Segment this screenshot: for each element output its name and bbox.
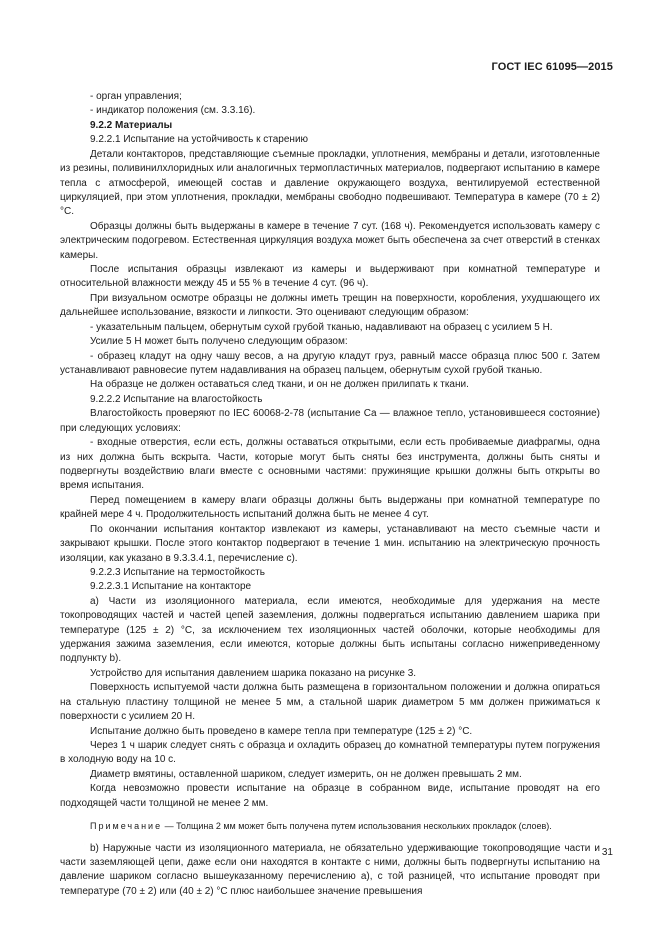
list-item: - указательным пальцем, обернутым сухой грубой тканью, надавливают на образец с усилием 5 Н. <box>90 321 553 333</box>
subsection-heading: 9.2.2.2 Испытание на влагостойкость <box>90 393 263 405</box>
paragraph: Усилие 5 Н может быть получено следующим образом: <box>90 336 348 348</box>
subsection-heading: 9.2.2.1 Испытание на устойчивость к старению <box>90 134 309 146</box>
list-item: - орган управления; <box>90 91 182 102</box>
paragraph: Диаметр вмятины, оставленной шариком, следует измерить, он не должен превышать 2 мм. <box>90 768 522 780</box>
paragraph: Детали контакторов, представляющие съемные прокладки, уплотнения, мембраны и детали, изготовленные из резины, поливинилхлоридных или аналогичных термопластичных материалов, подвергают испытанию в камере тепла с атмосферой, имеющей состав и давление окружающего воздуха, вентилируемой естественной циркуляцией, при этом уплотнения, прокладки, мембраны свободно подвешивают. Температура в камере (70 ± 2) °С. <box>60 148 600 218</box>
list-item: - индикатор положения (см. 3.3.16). <box>90 105 256 117</box>
paragraph: Образцы должны быть выдержаны в камере в течение 7 сут. (168 ч). Рекомендуется использовать камеру с электрическим подогревом. Естественная циркуляция воздуха может быть обеспечена за счет отверстий в стенках камеры. <box>60 220 600 261</box>
paragraph: По окончании испытания контактор извлекают из камеры, устанавливают на место съемные части и закрывают крышки. После этого контактор подвергают в течение 1 мин. испытанию на электрическую прочность изоляции, как указано в 9.3.3.4.1, перечисление с). <box>60 523 600 564</box>
paragraph: После испытания образцы извлекают из камеры и выдерживают при комнатной температуре и относительной влажности между 45 и 55 % в течение 4 сут. (96 ч). <box>60 264 600 290</box>
list-item: - образец кладут на одну чашу весов, а на другую кладут груз, равный массе образца плюс 500 г. Затем устанавливают равновесие путем надавливания на образец пальцем, обернутым сухой грубой тканью. <box>60 350 600 377</box>
paragraph: Через 1 ч шарик следует снять с образца и охладить образец до комнатной температуры путем погружения в холодную воду на 10 с. <box>60 739 600 766</box>
paragraph: Когда невозможно провести испытание на образце в собранном виде, испытание проводят на его подходящей части толщиной не менее 2 мм. <box>60 783 600 809</box>
paragraph: Поверхность испытуемой части должна быть размещена в горизонтальном положении и должна опираться на стальную пластину толщиной не менее 5 мм, а стальной шарик диаметром 5 мм должен прижиматься к поверхности с усилием 20 Н. <box>60 682 600 723</box>
subsection-heading: 9.2.2.3.1 Испытание на контакторе <box>90 581 252 593</box>
subsection-heading: 9.2.2.3 Испытание на термостойкость <box>90 566 265 578</box>
paragraph: На образце не должен оставаться след ткани, и он не должен прилипать к ткани. <box>90 379 469 391</box>
document-body <box>60 90 600 899</box>
page-number: 31 <box>601 847 613 858</box>
paragraph: Влагостойкость проверяют по IEC 60068-2-78 (испытание Са — влажное тепло, установившееся состояние) при следующих условиях: <box>60 408 600 434</box>
standard-header: ГОСТ IEC 61095—2015 <box>491 61 613 73</box>
note-text: — Толщина 2 мм может быть получена путем использования нескольких прокладок (слоев). <box>162 821 552 832</box>
paragraph: Устройство для испытания давлением шарика показано на рисунке 3. <box>90 667 417 679</box>
section-heading: 9.2.2 Материалы <box>90 119 173 131</box>
paragraph: b) Наружные части из изоляционного материала, не обязательно удерживающие токопроводящие части и части заземляющей цепи, даже если они находятся в контакте с ними, должны быть подвергнуты испытанию на давление шариком согласно вышеуказанному перечислению а), с той разницей, что испытание проводят при температуре (70 ± 2) или (40 ± 2) °С плюс наибольшее значение превышения <box>60 842 600 897</box>
note-label: Примечание <box>90 821 163 832</box>
paragraph: При визуальном осмотре образцы не должны иметь трещин на поверхности, коробления, ухудшающего их дальнейшее использование, вязкости и липкости. Это оценивают следующим образом: <box>60 292 600 319</box>
note <box>60 819 600 833</box>
list-item: - входные отверстия, если есть, должны оставаться открытыми, если есть пробиваемые диафрагмы, одна из них должна быть вскрыта. Части, которые могут быть сняты без инструмента, должны быть сняты и подвергнуты воздействию влаги вместе с основными частями: пружинящие крышки должны быть открыты во время испытания. <box>60 437 600 492</box>
paragraph: а) Части из изоляционного материала, если имеются, необходимые для удержания на месте токопроводящих частей и частей цепей заземления, должны подвергаться испытанию давлением шарика при температуре (125 ± 2) °С, за исключением тех изоляционных частей оболочки, которые необходимы для удержания зажима заземления, если имеются, которые должны быть испытаны согласно нижеприведенному подпункту b). <box>60 595 600 665</box>
paragraph: Перед помещением в камеру влаги образцы должны быть выдержаны при комнатной температуре по крайней мере 4 ч. Продолжительность испытаний должна быть не менее 4 сут. <box>60 494 600 521</box>
paragraph: Испытание должно быть проведено в камере тепла при температуре (125 ± 2) °С. <box>90 725 473 737</box>
